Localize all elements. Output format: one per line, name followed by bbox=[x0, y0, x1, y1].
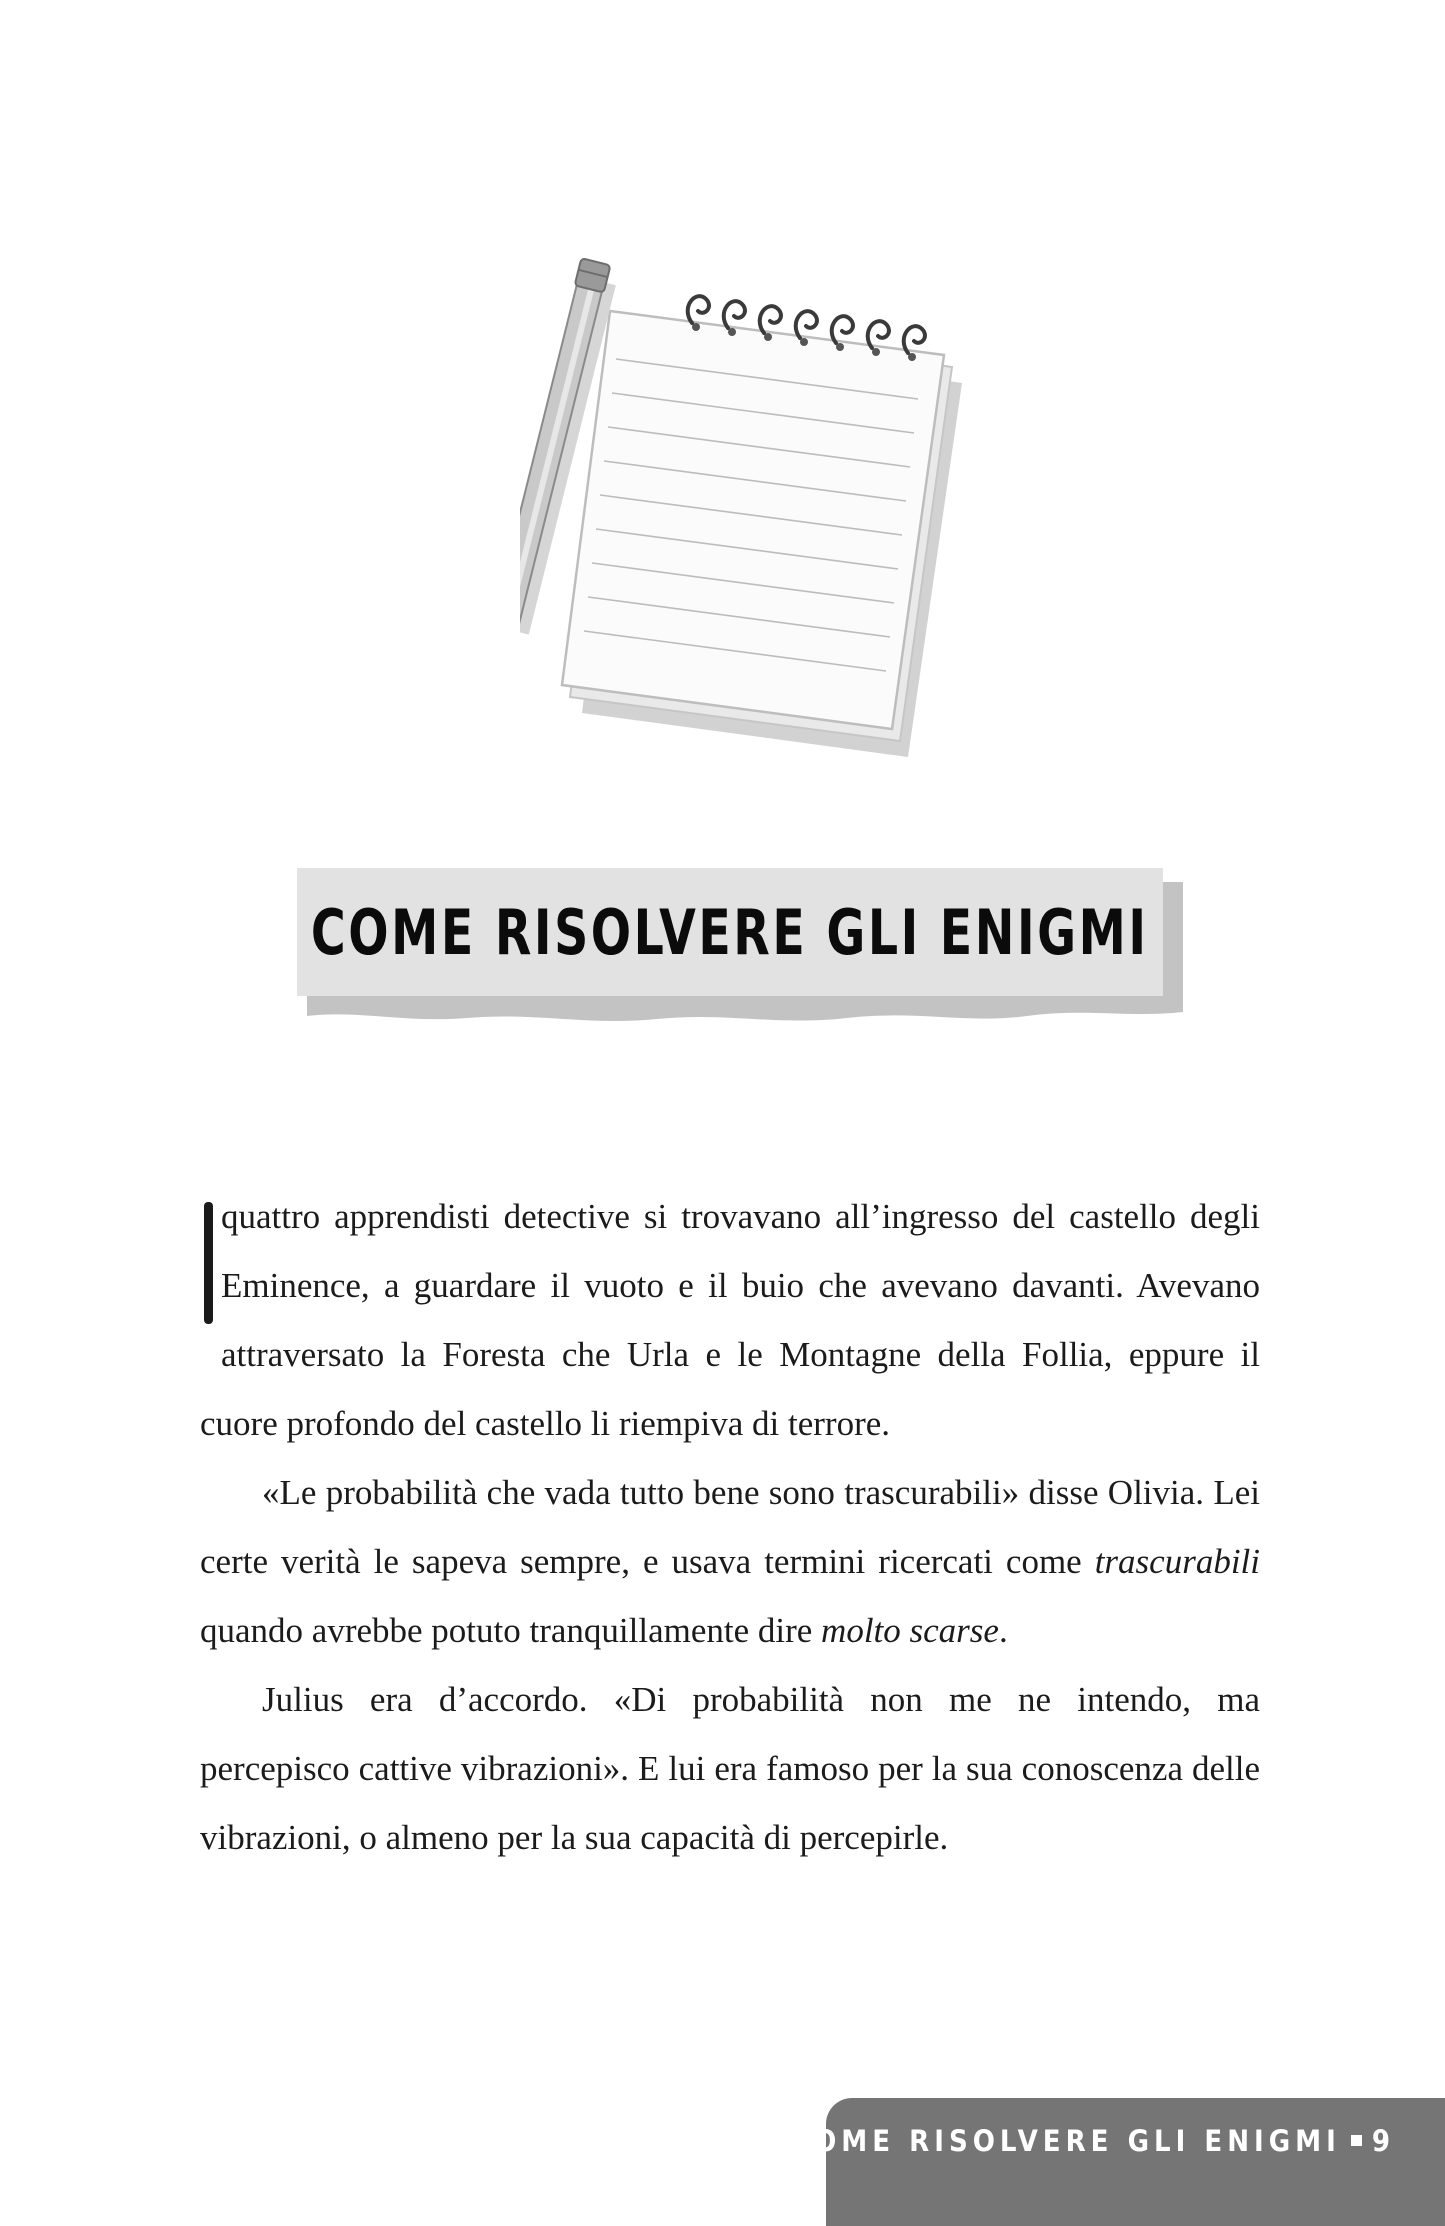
italic-text: molto scarse bbox=[821, 1611, 999, 1650]
drop-cap-i bbox=[204, 1202, 213, 1324]
text-run: Julius era d’accordo. «Di probabilità non me ne intendo, ma percepisco cattive vibrazioni». E lui era famoso per la sua conoscenza delle vibrazioni, o almeno per la sua capacità di percepirle. bbox=[200, 1680, 1260, 1857]
paragraph bbox=[200, 1182, 1260, 1458]
paragraph bbox=[200, 1458, 1260, 1665]
footer-tab bbox=[789, 2098, 1445, 2226]
running-title: COME RISOLVERE GLI ENIGMI bbox=[789, 2124, 1341, 2158]
text-run: «Le probabilità che vada tutto bene sono trascurabili» disse Olivia. Lei certe verità le sapeva sempre, e usava termini ricercati come bbox=[200, 1473, 1260, 1581]
notepad-pencil-illustration bbox=[520, 255, 980, 775]
text-run: quattro apprendisti detective si trovavano all’ingresso del castello degli Eminence, a guardare il vuoto e il buio che avevano davanti. Avevano attraversato la Foresta che Urla e le Montagne della Follia, eppure il cuore profondo del castello li riempiva di terrore. bbox=[200, 1197, 1260, 1443]
running-footer bbox=[790, 2124, 1395, 2158]
text-run: quando avrebbe potuto tranquillamente dire bbox=[200, 1611, 822, 1650]
notepad-icon bbox=[562, 296, 962, 757]
title-box bbox=[297, 868, 1163, 996]
chapter-title-banner bbox=[297, 868, 1163, 996]
page-number: 9 bbox=[1371, 2124, 1395, 2158]
text-run: . bbox=[998, 1611, 1008, 1650]
paragraph bbox=[200, 1665, 1260, 1872]
separator-square bbox=[1351, 2135, 1362, 2146]
italic-text: trascurabili bbox=[1094, 1542, 1260, 1581]
body-text bbox=[200, 1182, 1260, 1872]
chapter-title: COME RISOLVERE GLI ENIGMI bbox=[311, 895, 1149, 969]
